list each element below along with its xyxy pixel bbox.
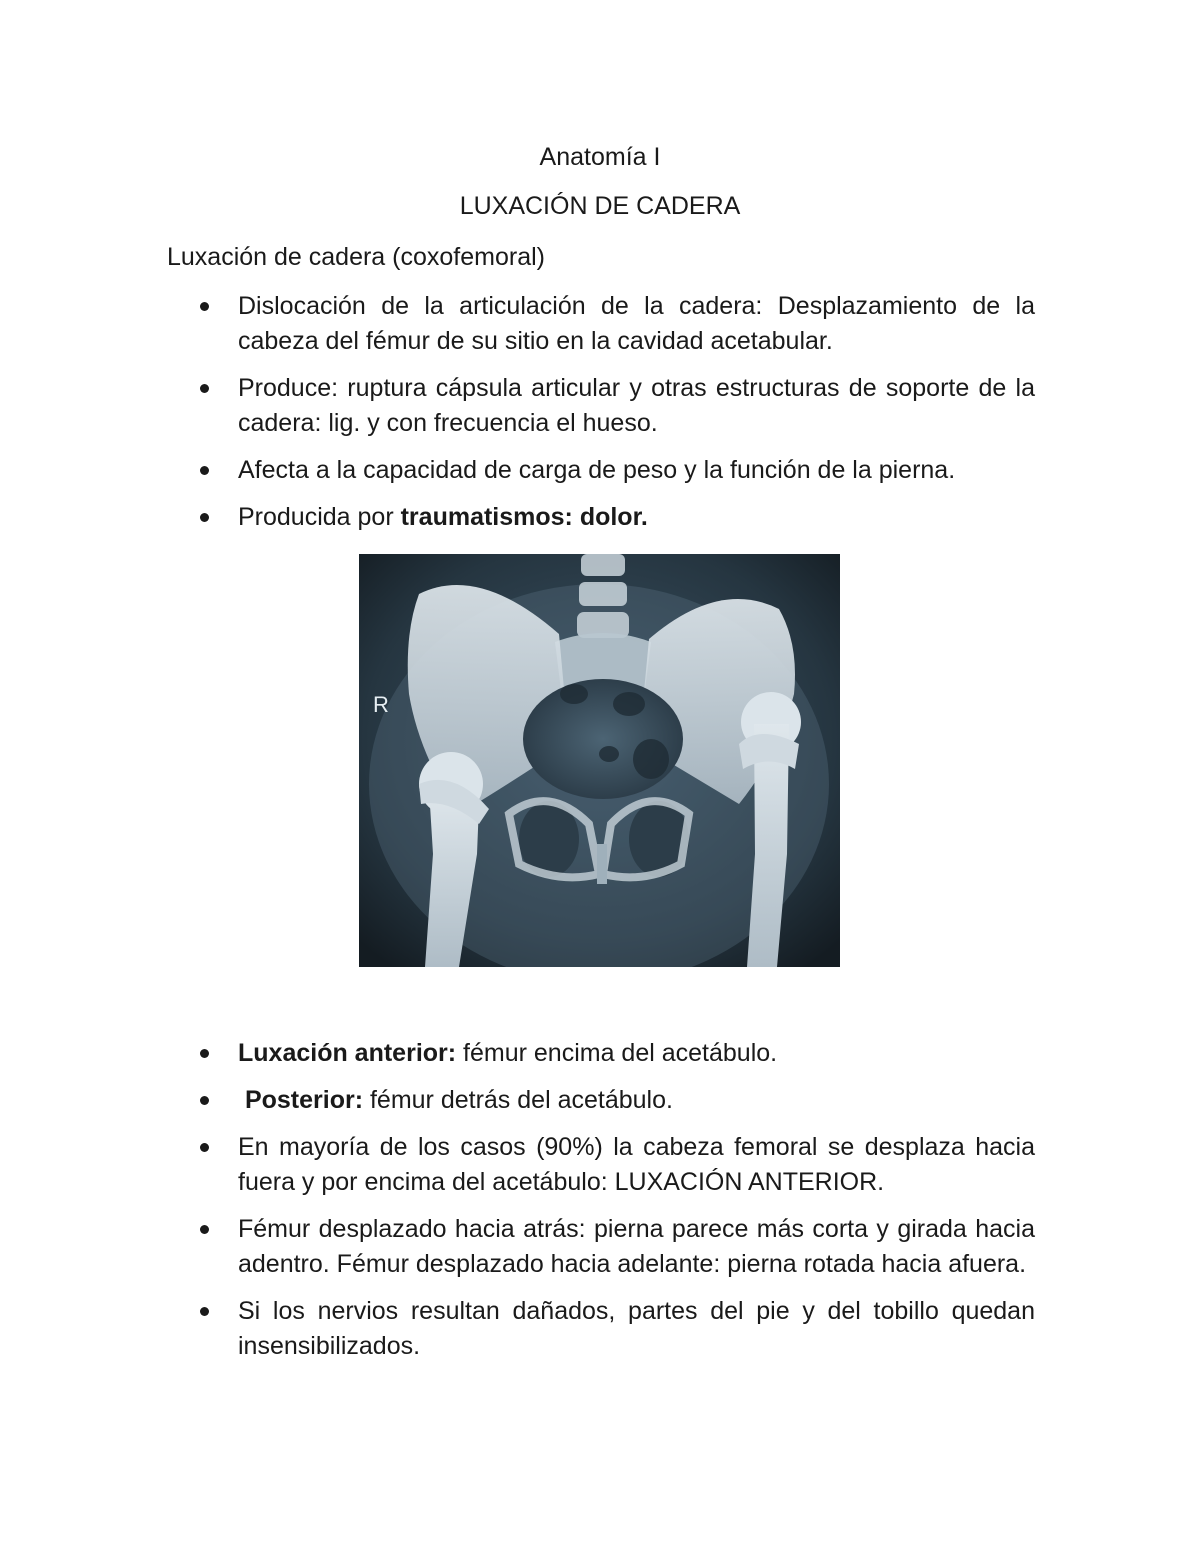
list-item [195, 500, 1035, 535]
item-text: Si los nervios resultan dañados, partes del pie y del tobillo quedan insensibilizados. [238, 1297, 1035, 1360]
bullet-list-bottom [195, 1036, 1035, 1376]
xray-side-marker: R [373, 692, 389, 717]
section-heading: Luxación de cadera (coxofemoral) [167, 243, 545, 271]
bullet-icon [200, 384, 209, 393]
item-text: Produce: ruptura cápsula articular y otras estructuras de soporte de la cadera: lig. y con frecuencia el hueso. [238, 374, 1035, 437]
item-bold-text: traumatismos: dolor. [400, 503, 648, 531]
topic-title: LUXACIÓN DE CADERA [459, 192, 741, 220]
bullet-icon [200, 1049, 209, 1058]
bullet-icon [200, 513, 209, 522]
pelvis-xray-image [359, 554, 840, 967]
course-title: Anatomía I [539, 143, 661, 171]
item-text: Dislocación de la articulación de la cadera: Desplazamiento de la cabeza del fémur de su sitio en la cavidad acetabular. [238, 292, 1035, 355]
item-bold-text: Luxación anterior: [238, 1039, 457, 1067]
item-text: fémur encima del acetábulo. [456, 1039, 778, 1067]
item-text: En mayoría de los casos (90%) la cabeza femoral se desplaza hacia fuera y por encima del acetábulo: LUXACIÓN ANTERIOR. [238, 1133, 1035, 1196]
list-item [195, 453, 1035, 488]
bullet-icon [200, 1143, 209, 1152]
list-item [195, 1294, 1035, 1364]
item-text: Afecta a la capacidad de carga de peso y la función de la pierna. [238, 456, 956, 484]
list-item [195, 1036, 1035, 1071]
item-text: fémur detrás del acetábulo. [363, 1086, 673, 1114]
bullet-icon [200, 1307, 209, 1316]
bullet-icon [200, 302, 209, 311]
bullet-icon [200, 1096, 209, 1105]
item-text: Producida por [238, 503, 401, 531]
item-bold-text: Posterior: [238, 1086, 364, 1114]
bullet-icon [200, 466, 209, 475]
list-item [195, 1130, 1035, 1200]
list-item [195, 1212, 1035, 1282]
item-text: Fémur desplazado hacia atrás: pierna parece más corta y girada hacia adentro. Fémur desplazado hacia adelante: pierna rotada hacia afuera. [238, 1215, 1035, 1278]
bullet-icon [200, 1225, 209, 1234]
list-item [195, 289, 1035, 359]
list-item [195, 1083, 1035, 1118]
list-item [195, 371, 1035, 441]
bullet-list-top [195, 289, 1035, 547]
